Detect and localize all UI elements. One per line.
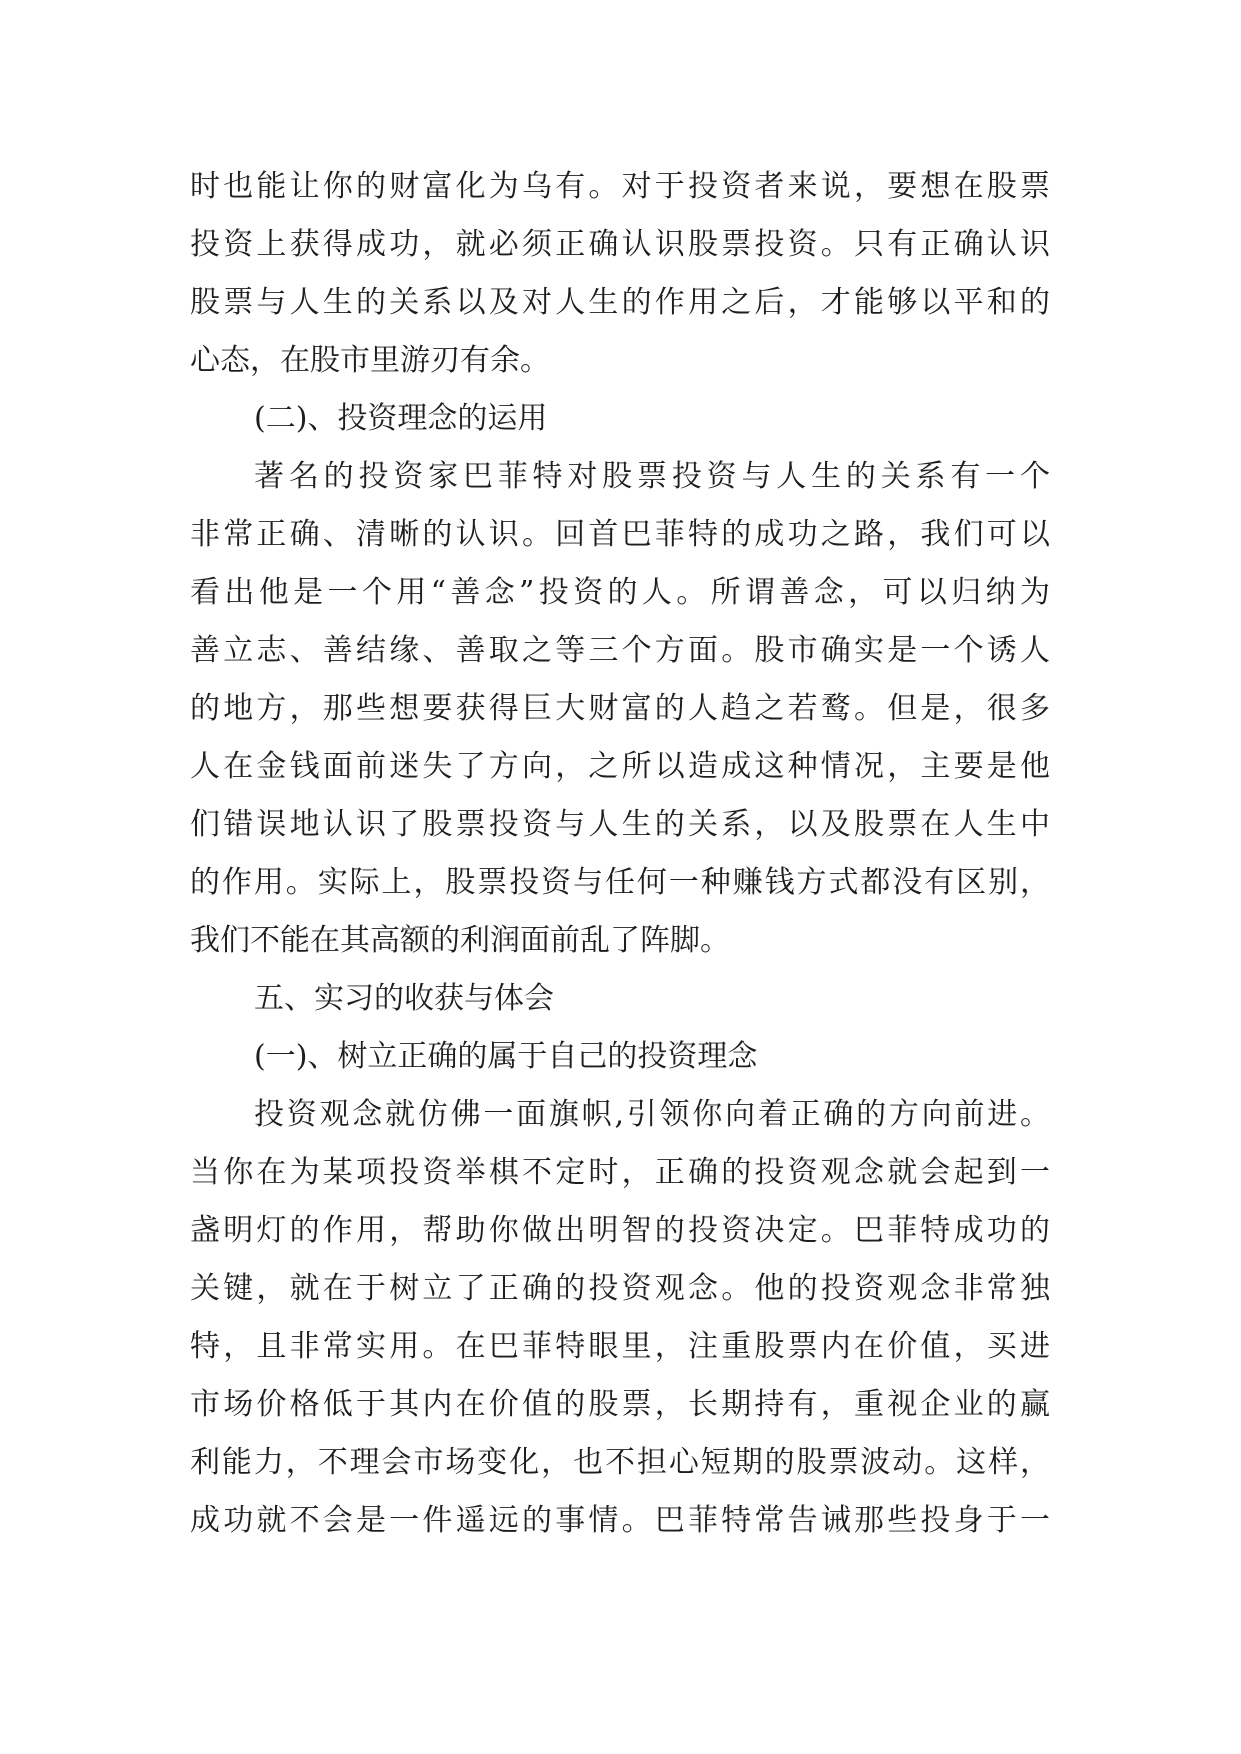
text-line: 成功就不会是一件遥远的事情。巴菲特常告诫那些投身于一: [190, 1503, 1050, 1538]
text-line: 善立志、善结缘、善取之等三个方面。股市确实是一个诱人: [190, 633, 1050, 668]
text-line: 五、实习的收获与体会: [254, 981, 554, 1016]
body-text: [190, 158, 1050, 1550]
text-line: 投资观念就仿佛一面旗帜,引领你向着正确的方向前进。: [254, 1097, 1050, 1132]
text-line: 盏明灯的作用，帮助你做出明智的投资决定。巴菲特成功的: [190, 1213, 1050, 1248]
text-line: 特，且非常实用。在巴菲特眼里，注重股票内在价值，买进: [190, 1329, 1050, 1364]
text-line: (二)、投资理念的运用: [254, 401, 548, 436]
text-line: 们错误地认识了股票投资与人生的关系，以及股票在人生中: [190, 807, 1050, 842]
text-line: 看出他是一个用“善念”投资的人。所谓善念，可以归纳为: [190, 575, 1050, 610]
text-line: 利能力，不理会市场变化，也不担心短期的股票波动。这样，: [190, 1445, 1050, 1480]
text-line: 股票与人生的关系以及对人生的作用之后，才能够以平和的: [190, 285, 1050, 320]
text-line: 市场价格低于其内在价值的股票，长期持有，重视企业的赢: [190, 1387, 1050, 1422]
text-line: 时也能让你的财富化为乌有。对于投资者来说，要想在股票: [190, 169, 1050, 204]
text-line: 的地方，那些想要获得巨大财富的人趋之若鹜。但是，很多: [190, 691, 1050, 726]
text-line: (一)、树立正确的属于自己的投资理念: [254, 1039, 758, 1074]
text-line: 人在金钱面前迷失了方向，之所以造成这种情况，主要是他: [190, 749, 1050, 784]
text-line: 心态，在股市里游刃有余。: [190, 343, 550, 378]
text-line: 关键，就在于树立了正确的投资观念。他的投资观念非常独: [190, 1271, 1050, 1306]
text-line: 著名的投资家巴菲特对股票投资与人生的关系有一个: [254, 459, 1050, 494]
text-line: 的作用。实际上，股票投资与任何一种赚钱方式都没有区别，: [190, 865, 1050, 900]
text-line: 非常正确、清晰的认识。回首巴菲特的成功之路，我们可以: [190, 517, 1050, 552]
text-line: 投资上获得成功，就必须正确认识股票投资。只有正确认识: [190, 227, 1050, 262]
text-line: 我们不能在其高额的利润面前乱了阵脚。: [190, 923, 730, 958]
text-line: 当你在为某项投资举棋不定时，正确的投资观念就会起到一: [190, 1155, 1050, 1190]
